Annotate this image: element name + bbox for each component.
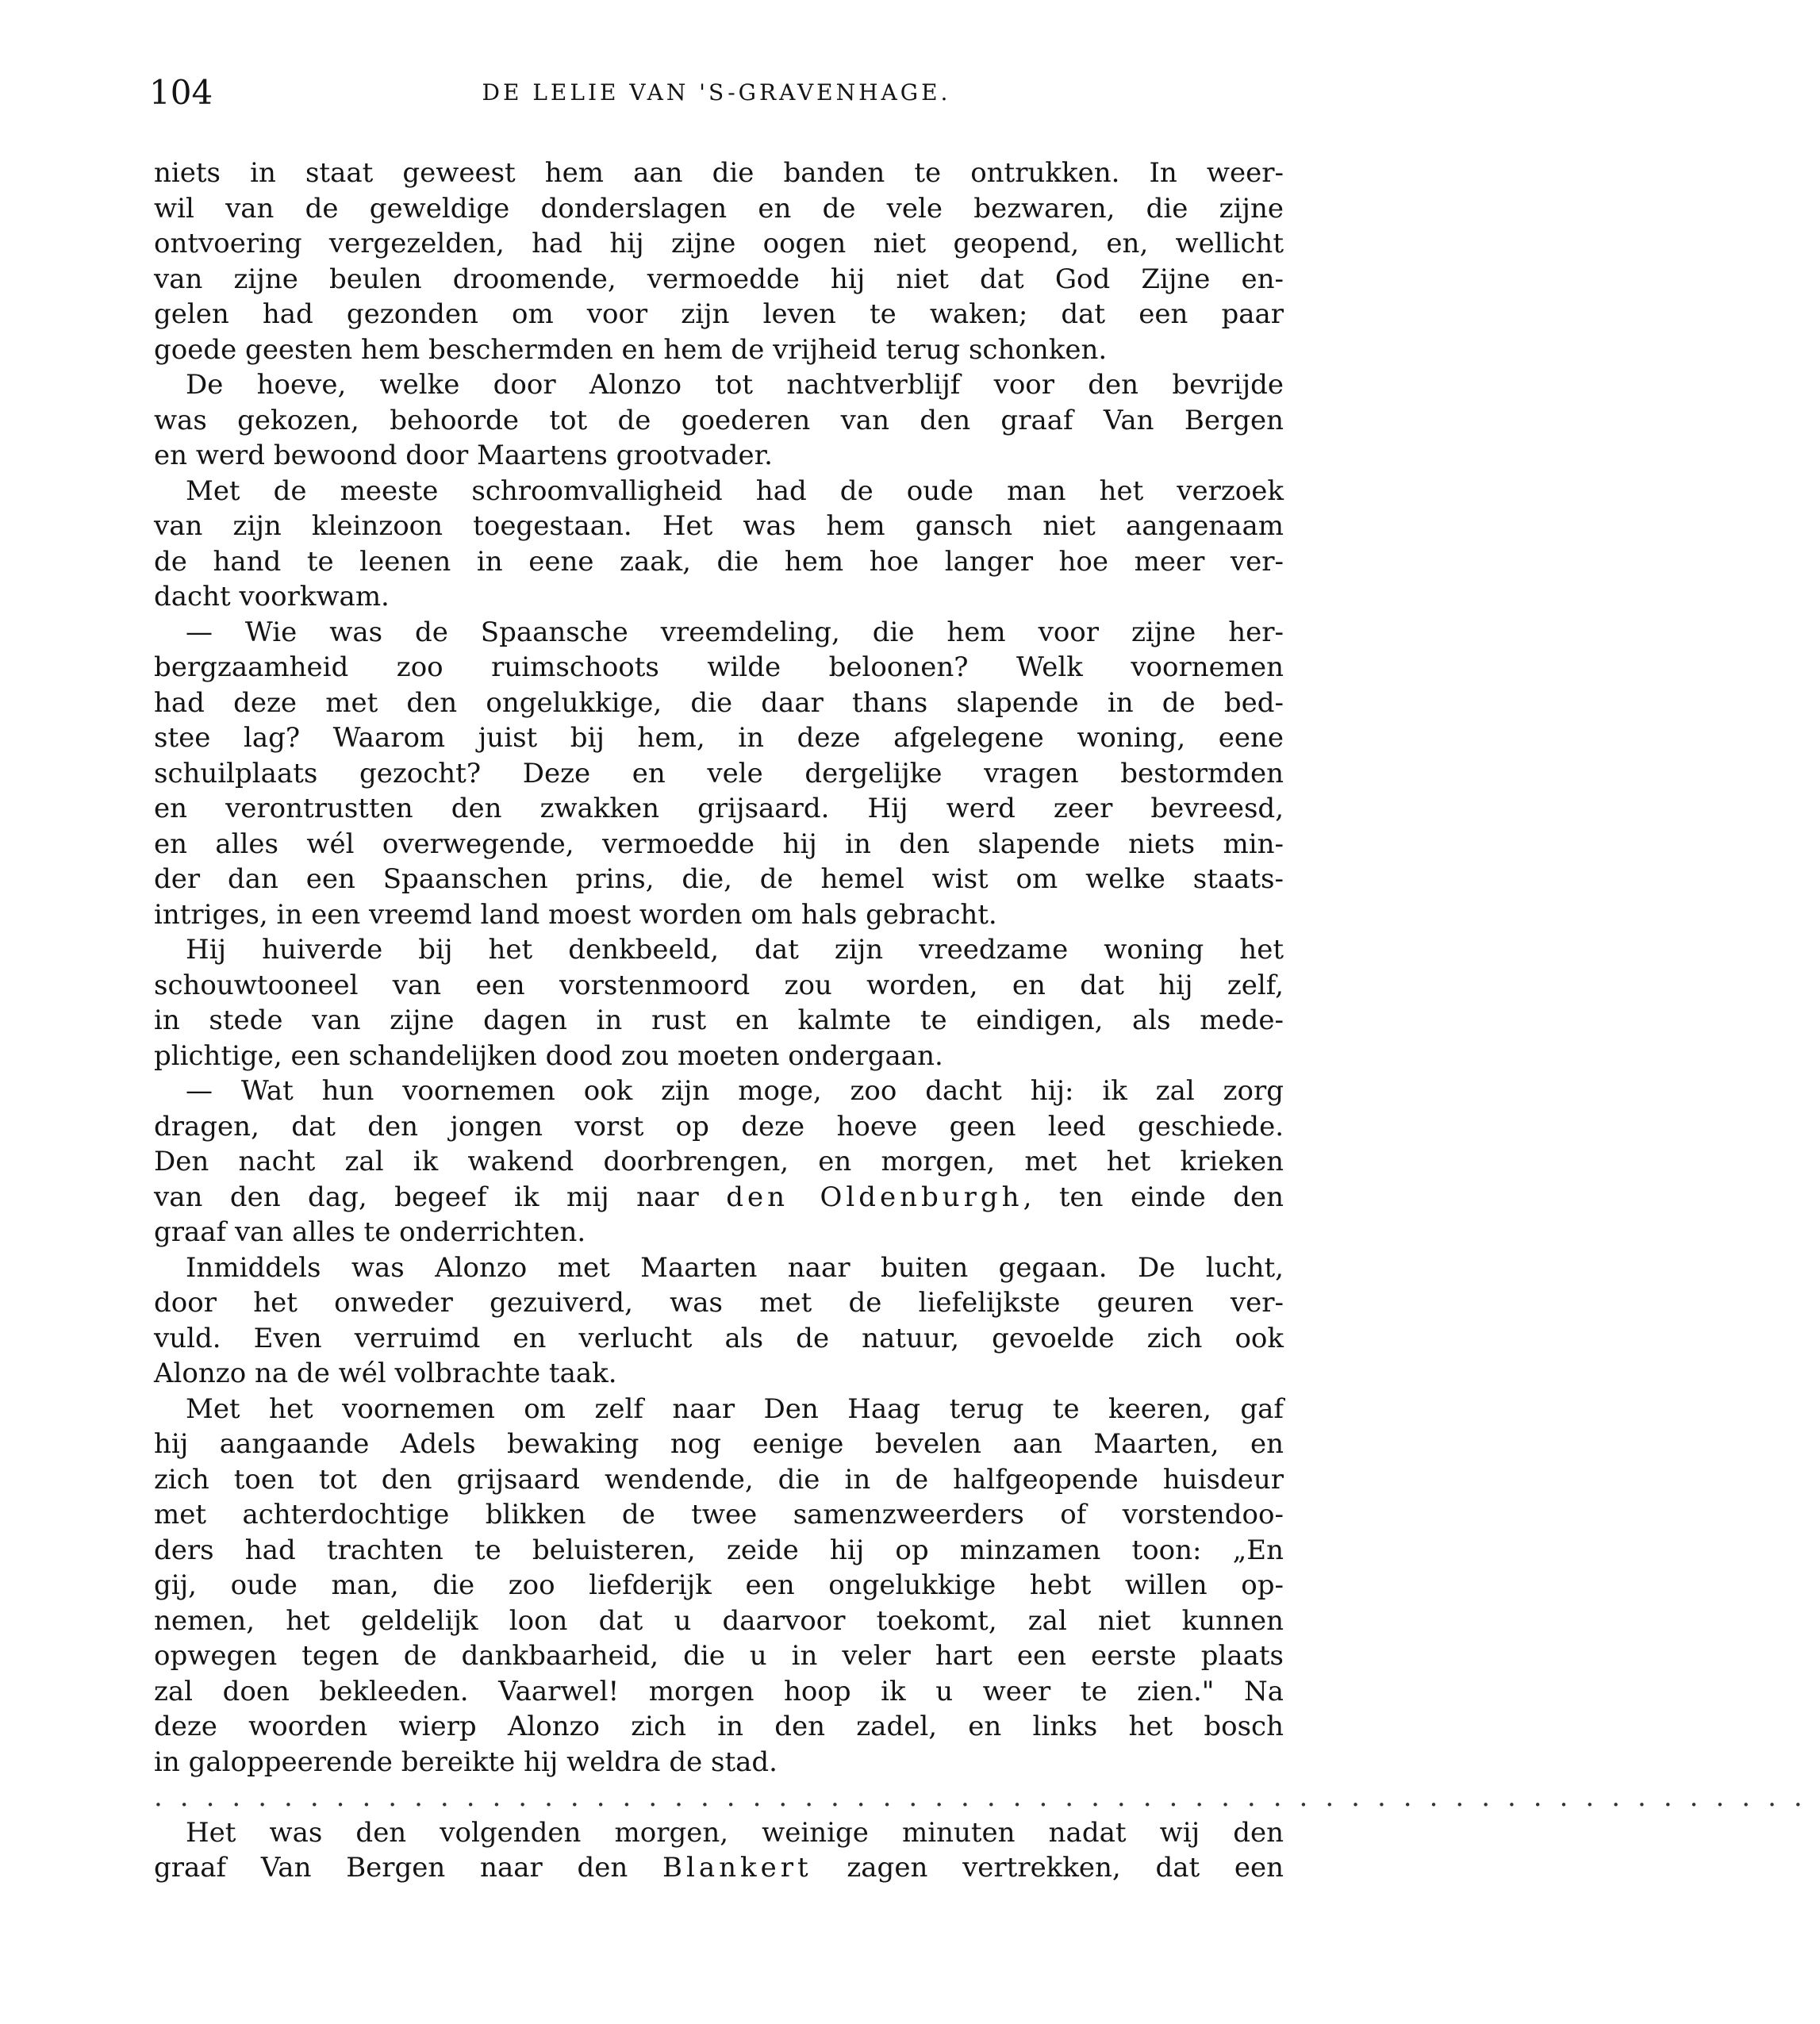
- text-line: wil van de geweldige donderslagen en de vele bezwaren, die zijne: [154, 192, 1284, 225]
- text-line: Met de meeste schroomvalligheid had de oude man het verzoek: [186, 474, 1284, 507]
- text-line: opwegen tegen de dankbaarheid, die u in veler hart een eerste plaats: [154, 1640, 1284, 1672]
- text-line: zich toen tot den grijsaard wendende, die in de halfgeopende huisdeur: [154, 1463, 1284, 1496]
- text-line: [154, 1850, 1284, 1886]
- text-line: intriges, in een vreemd land moest worden om hals gebracht.: [154, 898, 997, 931]
- text-line: in stede van zijne dagen in rust en kalmte te eindigen, als mede-: [154, 1004, 1284, 1036]
- page-number: 104: [149, 73, 213, 112]
- text-line: van zijne beulen droomende, vermoedde hij niet dat God Zijne en-: [154, 263, 1284, 295]
- text-line: goede geesten hem beschermden en hem de vrijheid terug schonken.: [154, 333, 1108, 366]
- text-line: dacht voorkwam.: [154, 581, 390, 613]
- text-line: Alonzo na de wél volbrachte taak.: [154, 1358, 617, 1389]
- page-header: [149, 73, 1284, 121]
- text-line: ontvoering vergezelden, had hij zijne oogen niet geopend, en, wellicht: [154, 228, 1284, 259]
- text-line: graaf van alles te onderrichten.: [154, 1216, 586, 1248]
- text-line: stee lag? Waarom juist bij hem, in deze afgelegene woning, eene: [154, 722, 1284, 754]
- section-separator: ................................................................: [154, 1781, 1820, 1813]
- text-line: had deze met den ongelukkige, die daar thans slapende in de bed-: [154, 686, 1284, 719]
- text-line: ders had trachten te beluisteren, zeide hij op minzamen toon: „En: [154, 1534, 1284, 1566]
- text-line: gij, oude man, die zoo liefderijk een ongelukkige hebt willen op-: [154, 1569, 1284, 1601]
- text-line: De hoeve, welke door Alonzo tot nachtverblijf voor den bevrijde: [186, 369, 1284, 401]
- text-line: zal doen bekleeden. Vaarwel! morgen hoop ik u weer te zien." Na: [154, 1675, 1284, 1707]
- text-line: bergzaamheid zoo ruimschoots wilde beloonen? Welk voornemen: [154, 651, 1284, 683]
- text-segment: zagen vertrekken, dat een: [812, 1852, 1284, 1884]
- text-line: in galoppeerende bereikte hij weldra de stad.: [154, 1746, 778, 1778]
- text-segment: van den dag, begeef ik mij naar: [154, 1181, 727, 1213]
- spaced-emphasis: Blankert: [662, 1852, 812, 1884]
- text-line: vuld. Even verruimd en verlucht als de natuur, gevoelde zich ook: [154, 1322, 1284, 1354]
- text-line: gelen had gezonden om voor zijn leven te waken; dat een paar: [154, 298, 1284, 330]
- text-line: door het onweder gezuiverd, was met de liefelijkste geuren ver-: [154, 1287, 1284, 1319]
- text-line: — Wat hun voornemen ook zijn moge, zoo dacht hij: ik zal zorg: [186, 1075, 1284, 1107]
- text-line: dragen, dat den jongen vorst op deze hoeve geen leed geschiede.: [154, 1110, 1284, 1143]
- text-line: en alles wél overwegende, vermoedde hij in den slapende niets min-: [154, 828, 1284, 860]
- text-line: niets in staat geweest hem aan die banden te ontrukken. In weer-: [154, 157, 1284, 189]
- text-line: schouwtooneel van een vorstenmoord zou worden, en dat hij zelf,: [154, 969, 1284, 1001]
- text-line: Den nacht zal ik wakend doorbrengen, en morgen, met het krieken: [154, 1146, 1284, 1177]
- spaced-emphasis: den Oldenburgh: [726, 1181, 1023, 1213]
- text-line: was gekozen, behoorde tot de goederen van den graaf Van Bergen: [154, 404, 1284, 436]
- text-line: der dan een Spaanschen prins, die, de hemel wist om welke staats-: [154, 863, 1284, 895]
- text-line: — Wie was de Spaansche vreemdeling, die hem voor zijne her-: [186, 616, 1284, 648]
- text-line: Het was den volgenden morgen, weinige minuten nadat wij den: [186, 1816, 1284, 1849]
- text-line: en werd bewoond door Maartens grootvader.: [154, 440, 773, 471]
- text-line: van zijn kleinzoon toegestaan. Het was hem gansch niet aangenaam: [154, 510, 1284, 542]
- text-line: deze woorden wierp Alonzo zich in den zadel, en links het bosch: [154, 1711, 1284, 1742]
- text-line: met achterdochtige blikken de twee samenzweerders of vorstendoo-: [154, 1499, 1284, 1530]
- text-segment: graaf Van Bergen naar den: [154, 1852, 662, 1884]
- text-line: de hand te leenen in eene zaak, die hem hoe langer hoe meer ver-: [154, 545, 1284, 578]
- text-line: Inmiddels was Alonzo met Maarten naar buiten gegaan. De lucht,: [186, 1251, 1284, 1284]
- text-segment: , ten einde den: [1023, 1181, 1284, 1213]
- text-line: Met het voornemen om zelf naar Den Haag terug te keeren, gaf: [186, 1392, 1284, 1425]
- text-line: schuilplaats gezocht? Deze en vele dergelijke vragen bestormden: [154, 757, 1284, 789]
- text-line: hij aangaande Adels bewaking nog eenige bevelen aan Maarten, en: [154, 1428, 1284, 1460]
- text-line: en verontrustten den zwakken grijsaard. Hij werd zeer bevreesd,: [154, 793, 1284, 824]
- text-line: [154, 1180, 1284, 1216]
- text-line: plichtige, een schandelijken dood zou moeten ondergaan.: [154, 1039, 943, 1072]
- running-title: DE LELIE VAN 'S-GRAVENHAGE.: [482, 79, 951, 106]
- body-text: [154, 156, 1820, 1886]
- text-line: nemen, het geldelijk loon dat u daarvoor toekomt, zal niet kunnen: [154, 1604, 1284, 1637]
- text-line: Hij huiverde bij het denkbeeld, dat zijn vreedzame woning het: [186, 934, 1284, 966]
